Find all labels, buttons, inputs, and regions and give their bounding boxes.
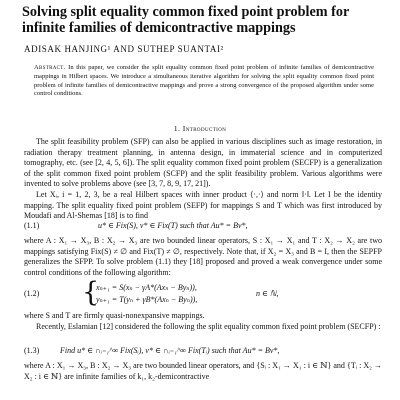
paragraph-operators: where A : X₁ → X₃, B : X₂ → X₃ are two bounded linear operators, S : X₁ → X₁ and T : X₂ → X₂ are two mappings satisfying Fix(S) ≠ ∅ and Fix(T) ≠ ∅, respectively. Note that, if X₂ = X₃ and B = I, then the SEPFP generalizes the SFPP. To solve problem (1.1) they [18] proposed and proved a weak convergence under some control conditions of the following algorithm: [24, 236, 382, 277]
equation-1-3 [24, 346, 382, 358]
equation-1-2-line-1: xₙ₊₁ = S(xₙ − γA*(Axₙ − Byₙ)), [96, 283, 197, 292]
abstract-text: In this paper, we consider the split equality common fixed point problem of infinite families of demicontractive mappings in Hilbert spaces. We introduce a simultaneous iterative algorithm for solving the split equality common fixed point problem of infinite families of demicontractive mappings and prove a strong convergence of the proposed algorithm under some control conditions. [34, 64, 375, 98]
equation-1-2-number: (1.2) [24, 289, 40, 298]
section-heading-text: 1. Introduction [173, 124, 227, 133]
paragraph-intro-sfp: The split feasibility problem (SFP) can also be applied in various disciplines such as image restoration, in radiation therapy treatment planning, in antenna design, in immaterial science and in computerized tomography, etc. (see [2, 4, 5, 6]). The split equality common fixed point problem (SECFP) is a generalization of the split common fixed point problem (SCFP) and the split feasibility problem. Various algorithms were invented to solve problems above (see [3, 7, 8, 9, 17, 21]). [24, 137, 382, 189]
equation-1-3-body: Find u* ∈ ∩ᵢ₌₁^∞ Fix(Sᵢ), v* ∈ ∩ᵢ₌₁^∞ Fix(Tᵢ) such that Au* = Bv*, [60, 346, 280, 355]
paragraph-sefp-definition: Let Xᵢ, i = 1, 2, 3, be a real Hilbert spaces with inner product ⟨·,·⟩ and norm ‖·‖. Let I be the identity mapping. The split equality fixed point problem (SEFP) for mappings S and T which was first introduced by Moudafi and Al-Shemas [18] is to find [24, 190, 382, 221]
paragraph-demicontractive: where A : X₁ → X₃, B : X₂ → X₃ are two bounded linear operators, and {Sᵢ : X₁ → X₁ : i ∈ ℕ} and {Tᵢ : X₂ → X₂ : i ∈ ℕ} are infinite families of k₁, k₂-demicontractive [24, 361, 382, 381]
equation-1-1 [24, 221, 382, 233]
abstract [34, 64, 374, 99]
equation-1-2-line-2: yₙ₊₁ = T(yₙ + γB*(Axₙ − Byₙ)), [96, 295, 198, 304]
paper-authors: ADISAK HANJING¹ AND SUTHEP SUANTAI² [24, 44, 224, 54]
abstract-label: Abstract. [34, 64, 66, 71]
section-heading [0, 124, 400, 133]
equation-1-1-body: u* ∈ Fix(S), v* ∈ Fix(T) such that Au* = Bv*, [98, 221, 248, 230]
equation-1-2-brace: { [82, 277, 100, 308]
paper-title: Solving split equality common fixed point problem for infinite families of demicontractive mappings [22, 4, 349, 36]
equation-1-2-condition: n ∈ ℕ, [256, 289, 279, 298]
paragraph-eslamian: Recently, Eslamian [12] considered the following the split equality common fixed point problem (SECFP) : [36, 322, 381, 331]
equation-1-2 [24, 277, 382, 308]
equation-1-1-number: (1.1) [24, 221, 40, 230]
equation-1-3-number: (1.3) [24, 346, 40, 355]
paragraph-firmly-quasi: where S and T are firmly quasi-nonexpansive mappings. [24, 311, 205, 320]
